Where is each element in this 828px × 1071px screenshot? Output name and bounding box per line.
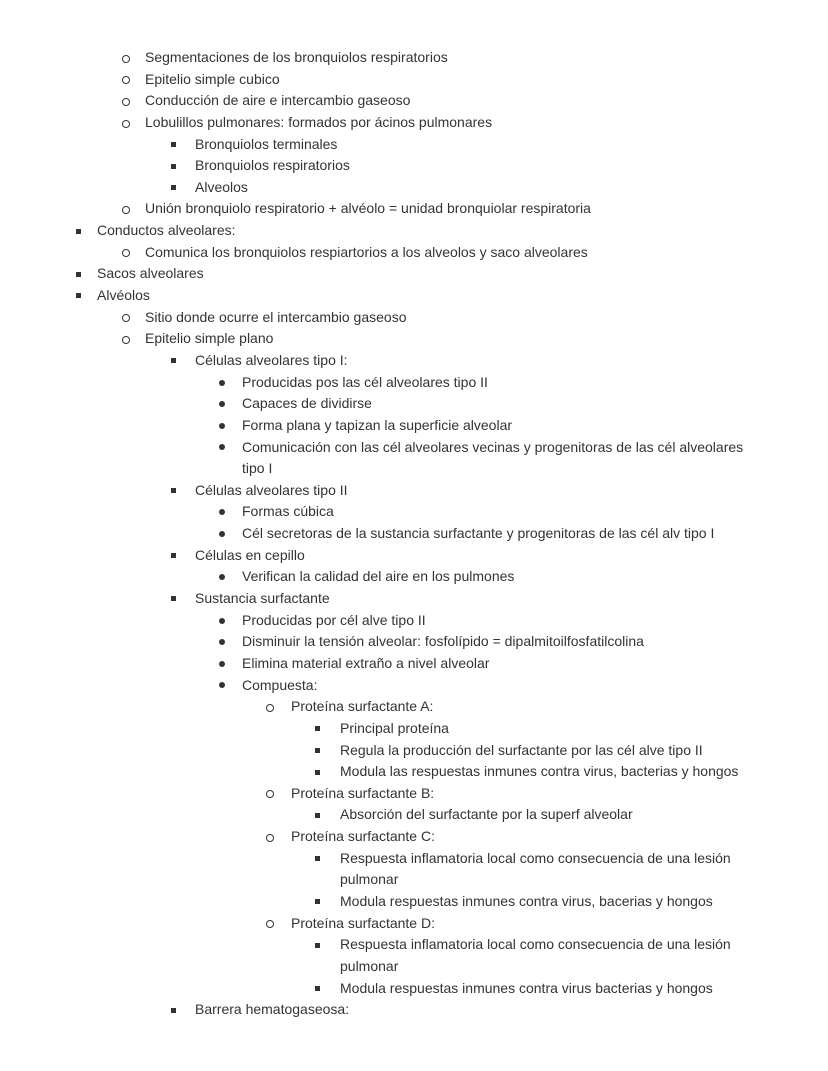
bullet-circle-icon [122, 249, 130, 257]
list-item [0, 372, 828, 394]
list-item-text: Barrera hematogaseosa: [195, 1001, 350, 1018]
bullet-circle-icon [122, 76, 130, 84]
bullet-square-icon [315, 986, 320, 991]
list-item [0, 263, 828, 285]
bullet-disc-icon [219, 444, 225, 450]
list-item [0, 631, 828, 653]
list-item [0, 523, 828, 545]
list-item [0, 675, 828, 697]
bullet-disc-icon [219, 661, 225, 667]
bullet-circle-icon [122, 55, 130, 63]
list-item-text: Sacos alveolares [97, 265, 204, 282]
list-item-text: Células en cepillo [195, 546, 305, 563]
list-item-text: Formas cúbica [242, 503, 334, 520]
list-item [0, 761, 828, 783]
bullet-circle-icon [122, 98, 130, 106]
bullet-disc-icon [219, 423, 225, 429]
bullet-square-icon [171, 596, 176, 601]
list-item-text: Alvéolos [97, 287, 150, 304]
bullet-disc-icon [219, 531, 225, 537]
list-item-text: Comunicación con las cél alveolares vecinas y progenitoras de las cél alveolares [242, 438, 744, 455]
list-item [0, 999, 828, 1021]
list-item [0, 610, 828, 632]
list-item-text: Elimina material extraño a nivel alveolar [242, 654, 490, 671]
bullet-square-icon [76, 272, 81, 277]
list-item-text: Principal proteína [340, 719, 449, 736]
list-item [0, 804, 828, 826]
bullet-square-icon [315, 943, 320, 948]
list-item [0, 47, 828, 69]
list-item-text: Proteína surfactante C: [291, 828, 435, 845]
list-item-text: Proteína surfactante A: [291, 698, 434, 715]
list-item-text: Compuesta: [242, 676, 318, 693]
bullet-disc-icon [219, 639, 225, 645]
list-item [0, 112, 828, 134]
list-item-text: Células alveolares tipo I: [195, 351, 348, 368]
list-item-text: Producidas pos las cél alveolares tipo II [242, 373, 488, 390]
list-item [0, 566, 828, 588]
list-item-text: pulmonar [340, 871, 399, 888]
list-item [0, 501, 828, 523]
list-item-text: Bronquiolos respiratorios [195, 157, 350, 174]
list-item [0, 480, 828, 502]
list-item-text: Segmentaciones de los bronquiolos respiratorios [145, 49, 448, 65]
list-item [0, 783, 828, 805]
list-item-text: Células alveolares tipo II [195, 481, 348, 498]
list-item [0, 177, 828, 199]
list-item-text: Modula las respuestas inmunes contra virus, bacterias y hongos [340, 763, 739, 780]
list-item [0, 740, 828, 762]
list-item-text: Conductos alveolares: [97, 222, 236, 239]
list-item-text: Regula la producción del surfactante por las cél alve tipo II [340, 741, 703, 758]
list-item [0, 891, 828, 913]
list-item [0, 242, 828, 264]
bullet-square-icon [171, 488, 176, 493]
list-item [0, 220, 828, 242]
list-item [0, 393, 828, 415]
list-item [0, 913, 828, 935]
list-item-text: Alveolos [195, 178, 248, 195]
list-item-text: Sitio donde ocurre el intercambio gaseoso [145, 308, 407, 325]
bullet-disc-icon [219, 574, 225, 580]
list-item-text: Epitelio simple plano [145, 330, 274, 347]
list-item-text: Respuesta inflamatoria local como consecuencia de una lesión [340, 936, 731, 953]
bullet-circle-icon [266, 790, 274, 798]
list-item-text: Modula respuestas inmunes contra virus bacterias y hongos [340, 979, 713, 996]
list-item [0, 848, 828, 891]
list-item-text: Proteína surfactante B: [291, 784, 435, 801]
bullet-disc-icon [219, 380, 225, 386]
list-item-text: Disminuir la tensión alveolar: fosfolípido = dipalmitoilfosfatilcolina [242, 633, 644, 650]
list-item [0, 328, 828, 350]
list-item [0, 588, 828, 610]
list-item-text: Capaces de dividirse [242, 395, 372, 412]
list-item-text: Sustancia surfactante [195, 590, 330, 607]
bullet-square-icon [315, 726, 320, 731]
list-item-text: Absorción del surfactante por la superf alveolar [340, 806, 633, 823]
list-item-text: Verifican la calidad del aire en los pulmones [242, 568, 515, 585]
bullet-circle-icon [122, 336, 130, 344]
list-item-text: Forma plana y tapizan la superficie alveolar [242, 416, 513, 433]
list-item [0, 69, 828, 91]
list-item-text: Epitelio simple cubico [145, 70, 280, 87]
list-item [0, 350, 828, 372]
bullet-square-icon [315, 770, 320, 775]
bullet-disc-icon [219, 401, 225, 407]
list-item-text: tipo I [242, 460, 273, 477]
list-item [0, 934, 828, 977]
bullet-square-icon [315, 856, 320, 861]
bullet-circle-icon [266, 834, 274, 842]
bullet-square-icon [315, 813, 320, 818]
list-item [0, 978, 828, 1000]
list-item [0, 696, 828, 718]
bullet-circle-icon [266, 704, 274, 712]
list-item-text: Conducción de aire e intercambio gaseoso [145, 92, 411, 109]
list-item-text: Producidas por cél alve tipo II [242, 611, 426, 628]
bullet-circle-icon [122, 120, 130, 128]
list-item [0, 155, 828, 177]
bullet-square-icon [171, 164, 176, 169]
list-item [0, 826, 828, 848]
bullet-square-icon [171, 185, 176, 190]
list-item-text: Cél secretoras de la sustancia surfactante y progenitoras de las cél alv tipo I [242, 525, 715, 542]
bullet-circle-icon [122, 206, 130, 214]
list-item [0, 198, 828, 220]
list-item [0, 134, 828, 156]
bullet-square-icon [76, 293, 81, 298]
bullet-square-icon [171, 1008, 176, 1013]
list-item [0, 653, 828, 675]
bullet-disc-icon [219, 618, 225, 624]
list-item-text: Comunica los bronquiolos respiartorios a los alveolos y saco alveolares [145, 243, 588, 260]
list-item [0, 307, 828, 329]
bullet-square-icon [171, 358, 176, 363]
list-item-text: Respuesta inflamatoria local como consecuencia de una lesión [340, 849, 731, 866]
list-item [0, 718, 828, 740]
bullet-square-icon [76, 229, 81, 234]
bullet-square-icon [315, 748, 320, 753]
list-item-text: Lobulillos pulmonares: formados por ácinos pulmonares [145, 113, 493, 130]
list-item [0, 437, 828, 480]
list-item [0, 545, 828, 567]
list-item-text: Bronquiolos terminales [195, 135, 338, 152]
bullet-square-icon [315, 899, 320, 904]
list-item-text: Proteína surfactante D: [291, 914, 435, 931]
list-item-text: Modula respuestas inmunes contra virus, bacerias y hongos [340, 892, 713, 909]
list-item [0, 90, 828, 112]
list-item-text: pulmonar [340, 957, 399, 974]
list-item [0, 285, 828, 307]
bullet-disc-icon [219, 509, 225, 515]
bullet-circle-icon [266, 920, 274, 928]
list-item-text: Unión bronquiolo respiratorio + alvéolo = unidad bronquiolar respiratoria [145, 200, 591, 217]
bullet-square-icon [171, 142, 176, 147]
bullet-disc-icon [219, 682, 225, 688]
bullet-circle-icon [122, 314, 130, 322]
bullet-square-icon [171, 553, 176, 558]
list-item [0, 415, 828, 437]
bullet-list [0, 47, 828, 1021]
